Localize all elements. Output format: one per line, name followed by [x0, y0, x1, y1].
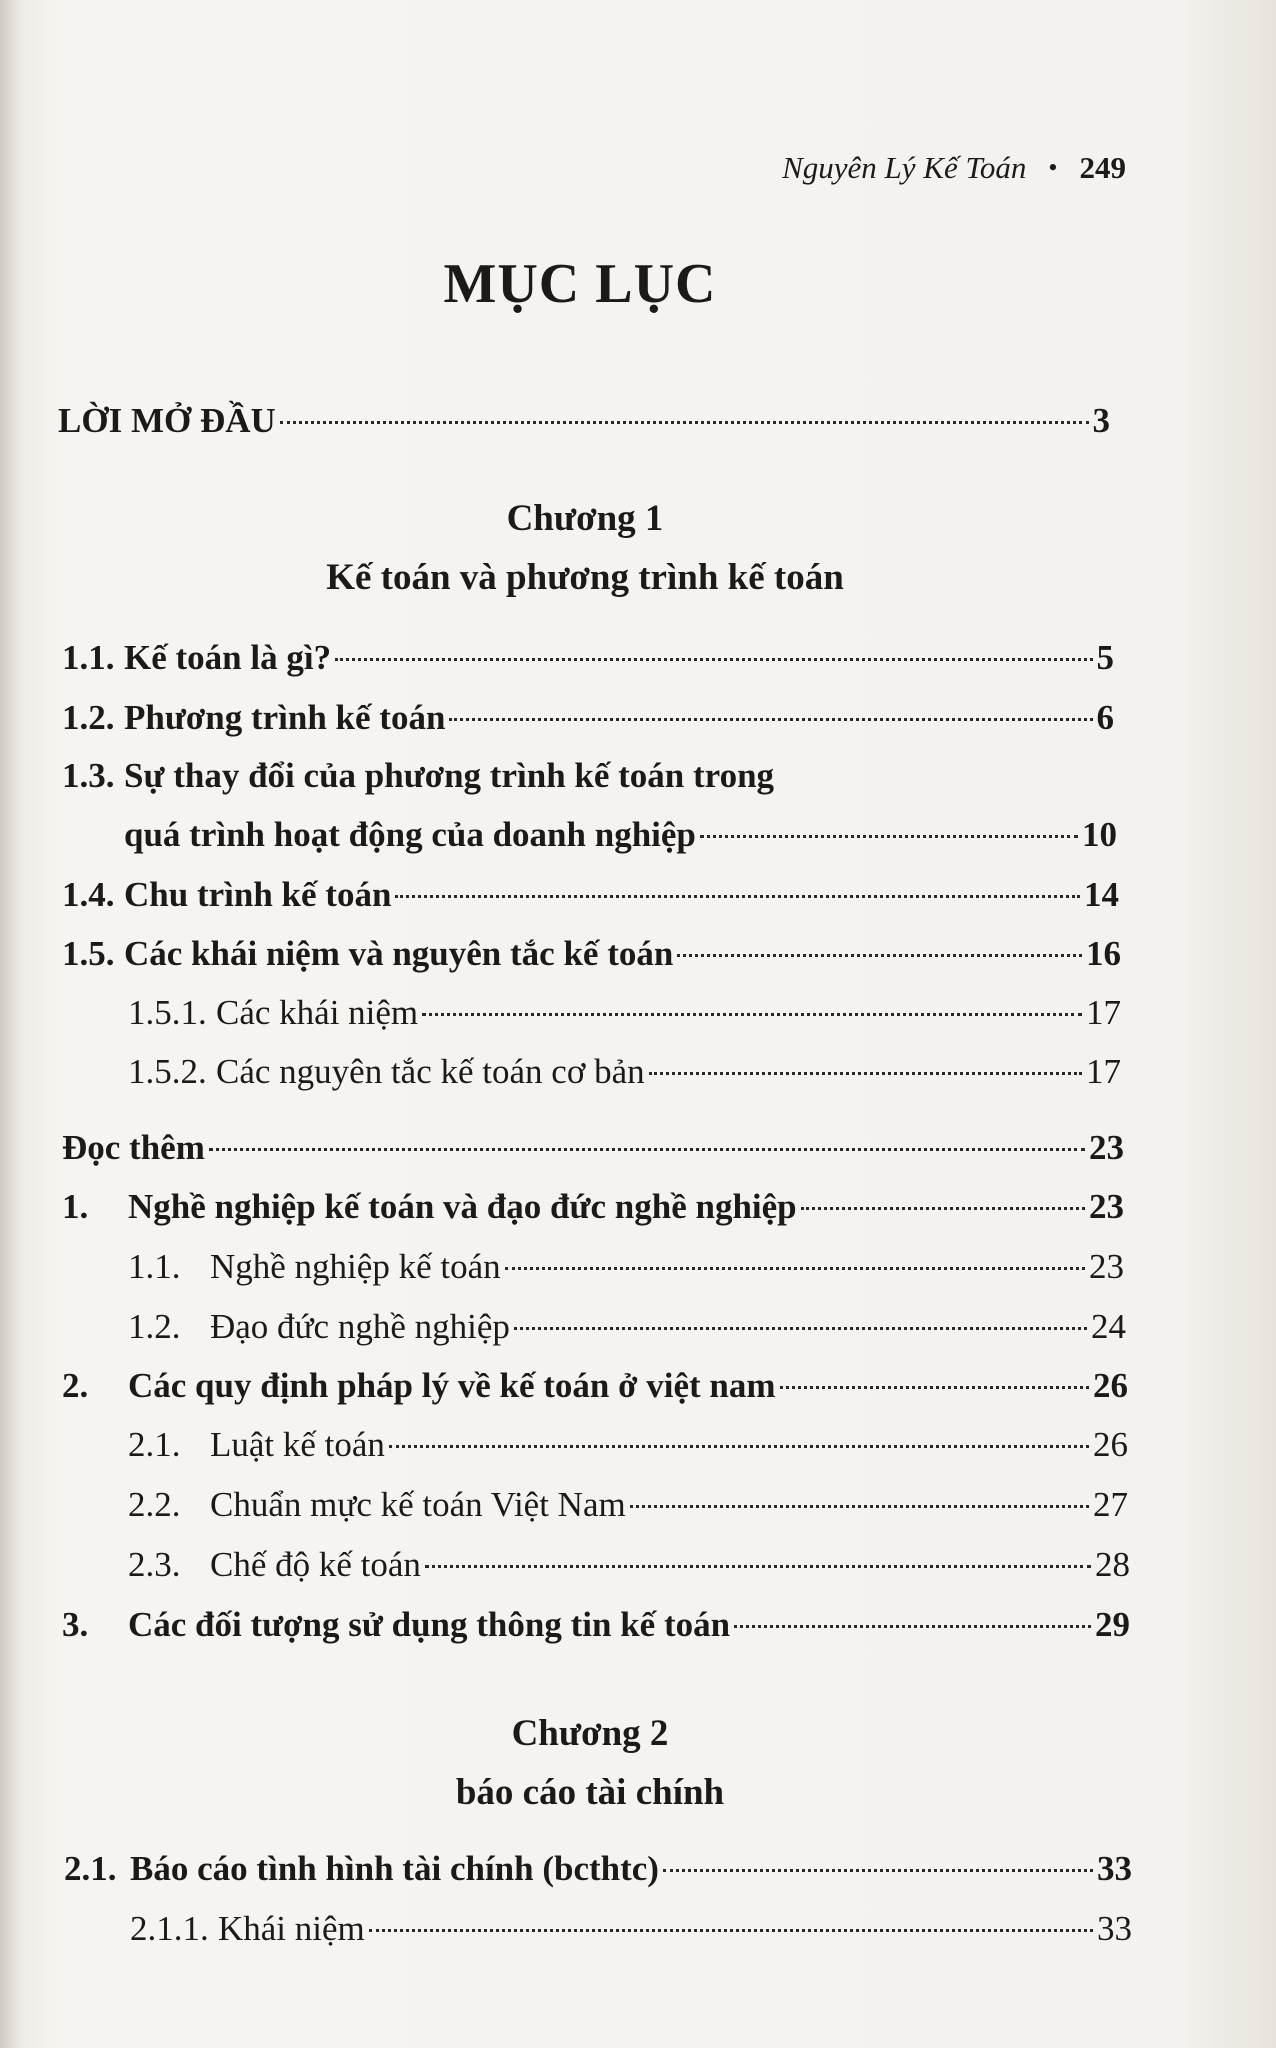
toc-entry-number: 2.3.	[128, 1545, 181, 1584]
toc-entry-page: 26	[1093, 1425, 1128, 1464]
dot-leader	[663, 1869, 1093, 1872]
toc-entry-reading-1[interactable]	[62, 1184, 1124, 1230]
dot-leader	[514, 1327, 1087, 1330]
toc-title: MỤC LỤC	[443, 253, 717, 315]
chapter-1-label: Chương 1	[506, 498, 664, 539]
toc-entry-text: Đạo đức nghề nghiệp	[210, 1307, 510, 1346]
toc-entry-page: 23	[1089, 1128, 1124, 1167]
toc-entry-text: Kế toán là gì?	[124, 638, 332, 677]
dot-leader	[630, 1505, 1089, 1508]
toc-entry-number: 1.2.	[62, 698, 115, 737]
toc-entry-number: 1.1.	[128, 1247, 181, 1286]
toc-entry-text: Các nguyên tắc kế toán cơ bản	[216, 1052, 645, 1091]
toc-entry-1-4[interactable]	[62, 872, 1119, 918]
toc-entry-1-2[interactable]	[62, 695, 1114, 741]
toc-entry-text: Nghề nghiệp kế toán và đạo đức nghề nghiệp	[128, 1187, 797, 1226]
toc-entry-number: 2.1.	[128, 1425, 181, 1464]
toc-entry-page: 3	[1092, 401, 1110, 440]
toc-entry-2-1[interactable]	[64, 1846, 1132, 1892]
toc-entry-1-5[interactable]	[62, 931, 1121, 977]
dot-leader	[425, 1565, 1091, 1568]
toc-entry-text: Các đối tượng sử dụng thông tin kế toán	[128, 1605, 731, 1644]
toc-entry-text: LỜI MỞ ĐẦU	[58, 401, 276, 440]
toc-entry-text: Đọc thêm	[62, 1128, 205, 1167]
toc-entry-text: Phương trình kế toán	[124, 698, 446, 737]
toc-entry-page: 5	[1096, 638, 1114, 677]
toc-entry-number: 1.5.1.	[128, 993, 207, 1032]
toc-entry-reading-2-1[interactable]	[128, 1422, 1128, 1468]
dot-leader	[335, 658, 1092, 661]
toc-entry-number: 2.1.1.	[130, 1909, 209, 1948]
toc-entry-number: 1.	[62, 1187, 89, 1226]
dot-leader	[449, 718, 1092, 721]
chapter-1-name: Kế toán và phương trình kế toán	[326, 557, 844, 598]
toc-entry-intro[interactable]	[58, 398, 1110, 444]
toc-entry-1-5-2[interactable]	[128, 1049, 1121, 1095]
toc-entry-text: Luật kế toán	[210, 1425, 385, 1464]
toc-entry-text: quá trình hoạt động của doanh nghiệp	[124, 815, 696, 854]
toc-entry-1-1[interactable]	[62, 635, 1114, 681]
toc-entry-page: 27	[1093, 1485, 1128, 1524]
toc-entry-page: 29	[1095, 1605, 1130, 1644]
toc-entry-page: 28	[1095, 1545, 1130, 1584]
toc-entry-page: 17	[1086, 993, 1121, 1032]
toc-entry-1-3-line2[interactable]	[124, 812, 1117, 858]
toc-entry-text: Các khái niệm và nguyên tắc kế toán	[124, 934, 674, 973]
toc-entry-page: 6	[1096, 698, 1114, 737]
book-title: Nguyên Lý Kế Toán	[782, 150, 1027, 185]
toc-entry-page: 16	[1086, 934, 1121, 973]
toc-entry-text: Nghề nghiệp kế toán	[210, 1247, 501, 1286]
toc-entry-2-1-1[interactable]	[130, 1906, 1132, 1952]
dot-leader	[422, 1013, 1082, 1016]
dot-leader	[389, 1445, 1089, 1448]
dot-leader	[801, 1207, 1085, 1210]
chapter-2-label: Chương 2	[511, 1713, 669, 1754]
toc-entry-page: 26	[1093, 1366, 1128, 1405]
toc-entry-number: 2.2.	[128, 1485, 181, 1524]
toc-entry-number: 3.	[62, 1605, 89, 1644]
dot-leader	[649, 1072, 1082, 1075]
toc-entry-reading-1-2[interactable]	[128, 1304, 1126, 1350]
toc-entry-page: 17	[1086, 1052, 1121, 1091]
page-number: 249	[1079, 150, 1126, 185]
dot-leader	[780, 1386, 1089, 1389]
toc-entry-page: 23	[1089, 1187, 1124, 1226]
toc-entry-page: 33	[1097, 1909, 1132, 1948]
toc-entry-text: Báo cáo tình hình tài chính (bcthtc)	[130, 1849, 659, 1888]
toc-entry-page: 24	[1091, 1307, 1126, 1346]
toc-entry-number: 1.5.2.	[128, 1052, 207, 1091]
toc-entry-page: 10	[1082, 815, 1117, 854]
toc-entry-text: Các khái niệm	[216, 993, 419, 1032]
chapter-2-name: báo cáo tài chính	[455, 1772, 725, 1813]
dot-leader	[734, 1625, 1091, 1628]
dot-leader	[209, 1148, 1085, 1151]
dot-leader	[700, 835, 1078, 838]
toc-entry-reading[interactable]	[62, 1125, 1124, 1171]
toc-entry-reading-2-2[interactable]	[128, 1482, 1128, 1528]
toc-entry-text: Chế độ kế toán	[210, 1545, 421, 1584]
dot-leader	[395, 895, 1080, 898]
toc-entry-1-3-line1[interactable]	[62, 753, 774, 799]
toc-entry-number: 1.1.	[62, 638, 115, 677]
toc-entry-1-5-1[interactable]	[128, 990, 1121, 1036]
toc-entry-number: 1.5.	[62, 934, 115, 973]
toc-entry-text: Chu trình kế toán	[124, 875, 392, 914]
toc-entry-number: 2.	[62, 1366, 89, 1405]
dot-leader	[505, 1267, 1085, 1270]
header-separator: •	[1048, 153, 1058, 182]
toc-entry-page: 23	[1089, 1247, 1124, 1286]
toc-entry-number: 1.3.	[62, 756, 115, 795]
toc-entry-page: 14	[1084, 875, 1119, 914]
toc-entry-number: 1.2.	[128, 1307, 181, 1346]
toc-entry-reading-3[interactable]	[62, 1602, 1130, 1648]
toc-entry-text: Khái niệm	[218, 1909, 365, 1948]
dot-leader	[677, 954, 1082, 957]
running-header	[782, 150, 1126, 186]
toc-entry-reading-2[interactable]	[62, 1363, 1128, 1409]
toc-entry-number: 1.4.	[62, 875, 115, 914]
toc-entry-text: Các quy định pháp lý về kế toán ở việt nam	[128, 1366, 776, 1405]
dot-leader	[369, 1929, 1093, 1932]
toc-entry-reading-1-1[interactable]	[128, 1244, 1124, 1290]
toc-entry-number: 2.1.	[64, 1849, 117, 1888]
toc-entry-page: 33	[1097, 1849, 1132, 1888]
toc-entry-text: Chuẩn mực kế toán Việt Nam	[210, 1485, 626, 1524]
toc-entry-reading-2-3[interactable]	[128, 1542, 1130, 1588]
dot-leader	[280, 421, 1089, 424]
toc-entry-text: Sự thay đổi của phương trình kế toán trong	[124, 756, 775, 795]
